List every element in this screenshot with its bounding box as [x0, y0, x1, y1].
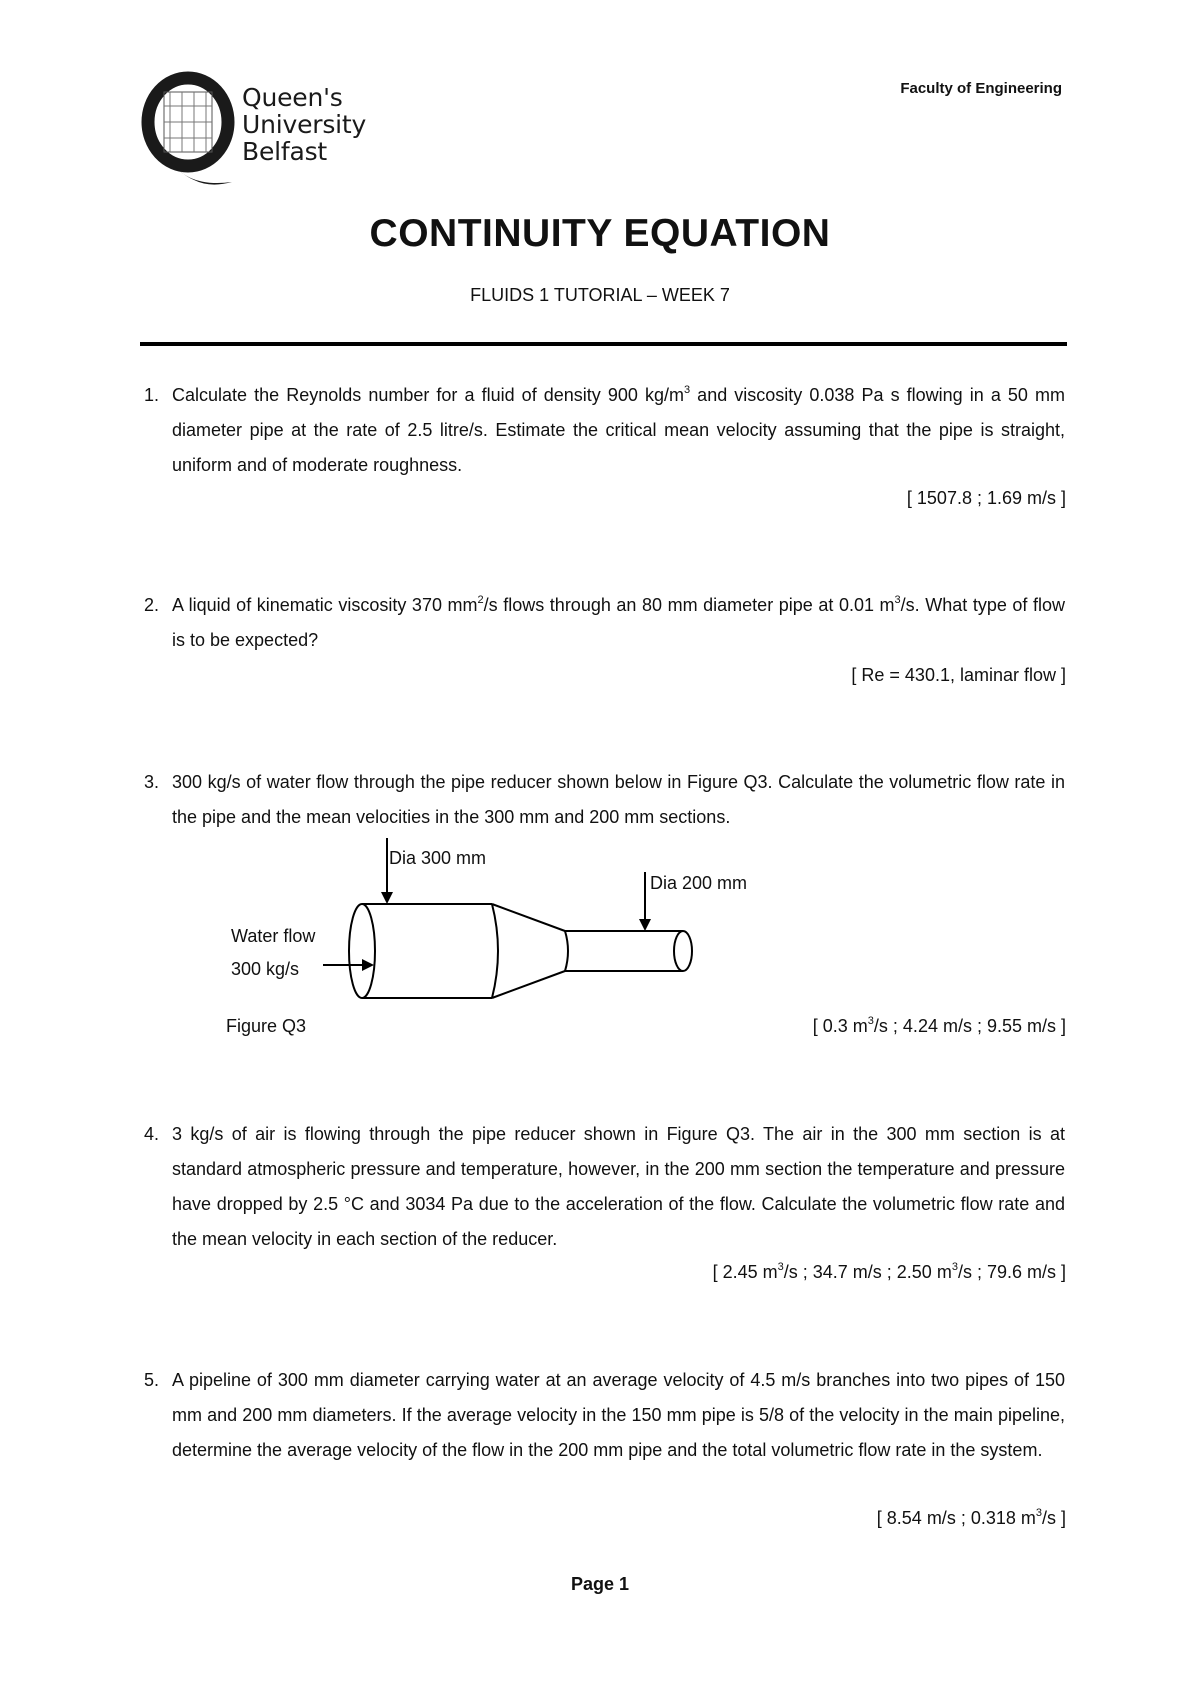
header-divider: [140, 342, 1067, 346]
dia-200-label: Dia 200 mm: [650, 873, 748, 893]
question-1: [140, 378, 1065, 483]
page-title: CONTINUITY EQUATION: [369, 212, 831, 255]
question-text: 300 kg/s of water flow through the pipe reducer shown below in Figure Q3. Calculate the volumetric flow rate in the pipe and the mean velocities in the 300 mm and 200 mm sections.: [172, 772, 1065, 827]
logo-city-name: Belfast: [242, 137, 328, 166]
page-number: Page 1: [570, 1574, 630, 1594]
answer-1: [ 1507.8 ; 1.69 m/s ]: [906, 488, 1066, 508]
university-logo: [140, 70, 450, 195]
q-crest-icon: [140, 70, 250, 195]
faculty-label: Faculty of Engineering: [900, 80, 1062, 97]
answer-3: [ 0.3 $m^3/s$ ; 4.24 m/s ; 9.55 m/s ]: [812, 1015, 1066, 1036]
question-4: [140, 1117, 1065, 1257]
question-text: 3 kg/s of air is flowing through the pipe reducer shown in Figure Q3. The air in the 300 mm section is at standard atmospheric pressure and temperature, however, in the 200 mm section the temperature and pressure have dropped by 2.5 °C and 3034 Pa due to the acceleration of the flow. Calculate the volumetric flow rate and the mean velocity in each section of the reducer.: [172, 1124, 1065, 1249]
question-2: [140, 588, 1065, 658]
question-number: 4.: [144, 1124, 160, 1144]
answer-4: [ 2.45 $m^3/s$ ; 34.7 m/s ; 2.50 $m^3/s$ ; 79.6 m/s ]: [712, 1261, 1066, 1282]
answer-5: [ 8.54 m/s ; 0.318 $m^3/s$ ]: [876, 1507, 1066, 1528]
page-subtitle: FLUIDS 1 TUTORIAL – WEEK 7: [470, 285, 730, 305]
logo-university-name: Queen's University: [242, 83, 367, 139]
answer-2: [ Re = 430.1, laminar flow ]: [851, 665, 1066, 685]
question-number: 2.: [144, 595, 160, 615]
flow-rate-label: 300 kg/s: [231, 959, 300, 979]
water-flow-label: Water flow: [231, 926, 316, 946]
figure-q3-pipe-reducer: [220, 838, 780, 1038]
question-5: [140, 1363, 1065, 1468]
question-text: Calculate the Reynolds number for a fluid of density 900 $kg/m^3$ and viscosity 0.038 Pa s flowing in a 50 mm diameter pipe at the rate of 2.5 litre/s. Estimate the critical mean velocity assuming that the pipe is straight, uniform and of moderate roughness.: [172, 384, 1065, 475]
dia-300-label: Dia 300 mm: [389, 848, 487, 868]
figure-caption: Figure Q3: [226, 1016, 307, 1036]
question-text: A liquid of kinematic viscosity 370 $mm^2/s$ flows through an 80 mm diameter pipe at 0.01 $m^3/s$. What type of flow is to be expected?: [172, 594, 1066, 650]
question-text: A pipeline of 300 mm diameter carrying water at an average velocity of 4.5 m/s branches into two pipes of 150 mm and 200 mm diameters. If the average velocity in the 150 mm pipe is 5/8 of the velocity in the main pipeline, determine the average velocity of the flow in the 200 mm pipe and the total volumetric flow rate in the system.: [172, 1370, 1065, 1460]
question-number: 1.: [144, 385, 160, 405]
question-number: 3.: [144, 772, 160, 792]
question-3: [140, 765, 1065, 835]
question-number: 5.: [144, 1370, 160, 1390]
